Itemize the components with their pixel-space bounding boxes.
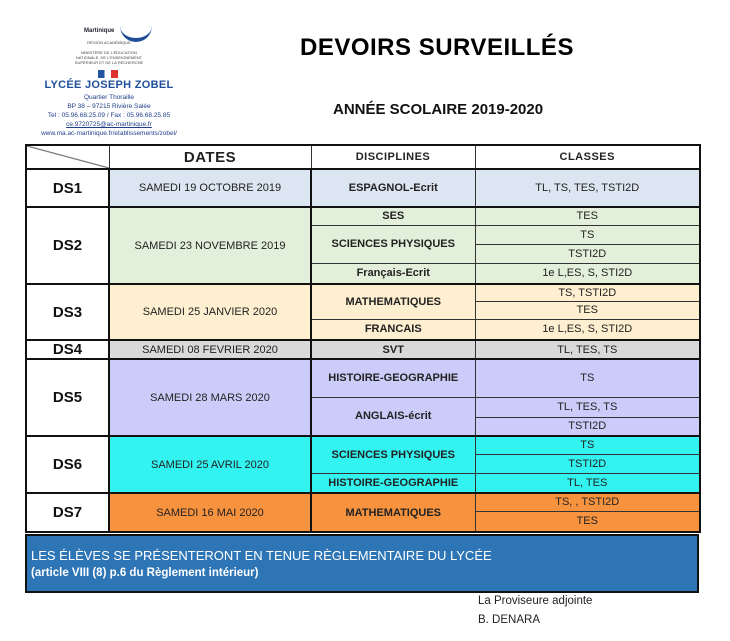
classes: TES	[475, 301, 700, 319]
classes: TL, TES	[475, 473, 700, 493]
classes: TSTI2D	[475, 417, 700, 436]
session-id: DS1	[26, 169, 109, 207]
school-email[interactable]: ce.9720725@ac-martinique.fr	[66, 121, 152, 128]
classes: TL, TS, TES, TSTI2D	[475, 169, 700, 207]
session-date: SAMEDI 08 FEVRIER 2020	[109, 340, 311, 359]
session-date: SAMEDI 25 JANVIER 2020	[109, 284, 311, 340]
school-address-1: Quartier Thoraille	[83, 94, 135, 101]
discipline: SES	[311, 207, 475, 225]
discipline: MATHEMATIQUES	[311, 493, 475, 532]
session-id: DS5	[26, 359, 109, 436]
notice-line-1: LES ÉLÈVES SE PRÉSENTERONT EN TENUE RÈGLEMENTAIRE DU LYCÉE	[31, 548, 492, 563]
logo-academy: RÉGION ACADÉMIQUE	[87, 40, 131, 45]
classes: TS	[475, 436, 700, 454]
discipline: HISTOIRE-GEOGRAPHIE	[311, 473, 475, 493]
discipline: MATHEMATIQUES	[311, 284, 475, 319]
logo-arc-icon	[120, 20, 152, 42]
session-date: SAMEDI 16 MAI 2020	[109, 493, 311, 532]
table-row	[26, 493, 700, 511]
classes: 1e L,ES, S, STI2D	[475, 319, 700, 340]
session-date: SAMEDI 23 NOVEMBRE 2019	[109, 207, 311, 284]
classes: TSTI2D	[475, 244, 700, 263]
session-id: DS3	[26, 284, 109, 340]
header-disciplines: DISCIPLINES	[311, 145, 475, 169]
classes: TSTI2D	[475, 454, 700, 473]
school-website[interactable]: www.ma.ac-martinique.fr/etablissements/zobel/	[41, 130, 177, 137]
table-row	[26, 436, 700, 454]
classes: TS	[475, 225, 700, 244]
school-phone: Tel : 05.96.68.25.09 / Fax : 05.96.68.25.85	[47, 112, 171, 119]
classes: TS, TSTI2D	[475, 284, 700, 301]
table-row	[26, 207, 700, 225]
notice-line-2: (article VIII (8) p.6 du Règlement intérieur)	[31, 567, 259, 579]
classes: TS	[475, 359, 700, 397]
dress-code-notice	[25, 534, 699, 593]
session-id: DS7	[26, 493, 109, 532]
discipline: ESPAGNOL-Ecrit	[311, 169, 475, 207]
school-name: LYCÉE JOSEPH ZOBEL	[44, 79, 174, 91]
logo-region: Martinique	[84, 28, 115, 34]
page-title: DEVOIRS SURVEILLÉS	[300, 34, 574, 61]
school-address-2: BP 38 – 97215 Rivière Salée	[67, 103, 151, 110]
logo-ministry: MINISTÈRE DE L'ÉDUCATION NATIONALE, DE L'ENSEIGNEMENT SUPÉRIEUR ET DE LA RECHERCHE	[74, 50, 144, 65]
school-year: ANNÉE SCOLAIRE 2019-2020	[333, 101, 544, 118]
classes: TES	[475, 511, 700, 532]
header-dates: DATES	[109, 145, 311, 169]
session-id: DS2	[26, 207, 109, 284]
classes: TL, TES, TS	[475, 397, 700, 417]
classes: TL, TES, TS	[475, 340, 700, 359]
classes: TS, , TSTI2D	[475, 493, 700, 511]
discipline: SVT	[311, 340, 475, 359]
table-row	[26, 340, 700, 359]
header-corner	[26, 145, 109, 169]
table-row	[26, 169, 700, 207]
header-classes: CLASSES	[475, 145, 700, 169]
discipline: Français-Ecrit	[311, 263, 475, 284]
table-header-row	[26, 145, 700, 169]
signature-name: B. DENARA	[478, 614, 540, 626]
discipline: SCIENCES PHYSIQUES	[311, 225, 475, 263]
session-id: DS4	[26, 340, 109, 359]
discipline: SCIENCES PHYSIQUES	[311, 436, 475, 473]
discipline: FRANCAIS	[311, 319, 475, 340]
signature-title: La Proviseure adjointe	[478, 595, 593, 607]
french-flag-icon	[98, 70, 118, 78]
school-logo	[34, 0, 184, 142]
session-date: SAMEDI 25 AVRIL 2020	[109, 436, 311, 493]
discipline: HISTOIRE-GEOGRAPHIE	[311, 359, 475, 397]
classes: TES	[475, 207, 700, 225]
discipline: ANGLAIS-écrit	[311, 397, 475, 436]
exam-schedule-table	[25, 144, 701, 533]
table-row	[26, 284, 700, 301]
session-id: DS6	[26, 436, 109, 493]
session-date: SAMEDI 19 OCTOBRE 2019	[109, 169, 311, 207]
table-row	[26, 359, 700, 397]
classes: 1e L,ES, S, STI2D	[475, 263, 700, 284]
session-date: SAMEDI 28 MARS 2020	[109, 359, 311, 436]
